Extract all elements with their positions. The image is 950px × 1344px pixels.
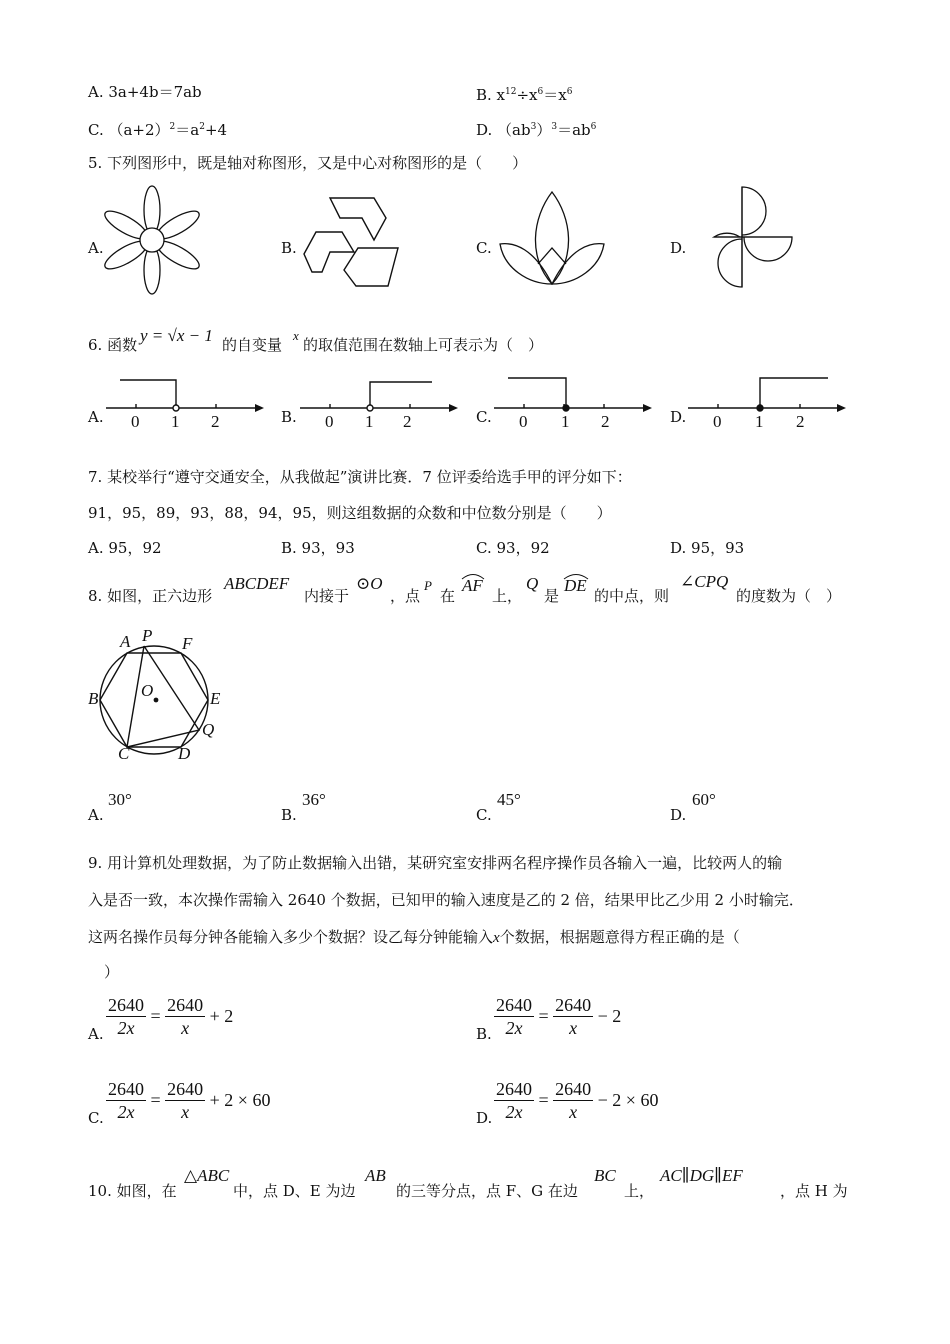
q4-option-a: A. 3a+4b＝7ab	[88, 83, 202, 101]
q6-d-tick-0: 0	[713, 412, 722, 431]
q6-stem-post: 的取值范围在数轴上可表示为（ ）	[303, 336, 544, 354]
q7-option-a: A. 95，92	[88, 539, 162, 557]
q6-numberline-a	[106, 370, 266, 432]
q9-option-c-equation: $\frac{2640}{2x}$ = $\frac{2640}{x}$ + 2 × 60	[108, 1079, 271, 1122]
q6-label-b: B.	[281, 408, 297, 426]
q5-label-a: A.	[88, 239, 104, 257]
q8-text-8: 的度数为（ ）	[736, 587, 842, 605]
q4-b-sup1: 12	[505, 87, 517, 97]
q8-label-d: D	[178, 744, 191, 763]
q6-a-tick-1: 1	[171, 412, 180, 431]
q8-option-d-label: D.	[670, 806, 687, 824]
q8-point-p: P	[424, 578, 432, 593]
q4-d-sup2: 3	[551, 122, 558, 132]
q9-c-frac-left	[106, 1078, 146, 1123]
q9-a-den-left: 2x	[117, 1018, 135, 1038]
q10-text-1: 10. 如图，在	[88, 1182, 177, 1200]
q9-line1: 9. 用计算机处理数据，为了防止数据输入出错，某研究室安排两名程序操作员各输入一遍，比较两人的输	[88, 854, 783, 872]
q9-b-frac-right	[553, 994, 593, 1039]
q5-label-d: D.	[670, 239, 687, 257]
q6-label-d: D.	[670, 408, 687, 426]
q5-figure-pinwheel	[712, 185, 796, 289]
q4-c-text: C. （a+2）	[88, 121, 170, 139]
q9-c-num-right: 2640	[167, 1079, 204, 1099]
q8-text-4: 在	[440, 587, 456, 605]
q9-d-tail: − 2 × 60	[597, 1090, 659, 1110]
q8-label-f: F	[182, 634, 193, 653]
q7-option-d: D. 95，93	[670, 539, 745, 557]
q9-b-frac-left	[494, 994, 534, 1039]
q8-option-d-value: 60°	[692, 790, 716, 809]
q7-option-c: C. 93，92	[476, 539, 550, 557]
q4-d-sup3: 6	[590, 122, 597, 132]
q8-arc-af-mark	[460, 572, 486, 580]
q8-option-c-value: 45°	[497, 790, 521, 809]
q8-text-6: 是	[544, 587, 560, 605]
q6-stem-pre: 6. 函数	[88, 336, 138, 354]
q10-bc: BC	[594, 1166, 616, 1185]
q10-text-2: 中，点 D、E 为边	[233, 1182, 356, 1200]
q9-d-frac-right	[553, 1078, 593, 1123]
q4-c-mid: ＝a	[175, 121, 200, 139]
q9-option-a-label: A.	[88, 1025, 104, 1043]
q9-line3-var: x	[493, 930, 500, 946]
q6-numberline-c	[494, 370, 654, 432]
q6-label-a: A.	[88, 408, 104, 426]
q8-arc-de-mark	[562, 572, 590, 580]
q8-arc-de: DE	[564, 576, 587, 595]
q4-c-sup2: 2	[199, 122, 205, 132]
q5-figure-flower	[104, 190, 200, 290]
q4-d-post: ＝ab	[557, 121, 591, 139]
q4-c-sup1: 2	[169, 122, 176, 132]
q9-b-tail: − 2	[597, 1006, 622, 1026]
q10-text-3: 的三等分点，点 F、G 在边	[396, 1182, 578, 1200]
q6-variable: x	[293, 328, 299, 343]
q9-c-den-right: x	[181, 1102, 190, 1122]
q8-point-q: Q	[526, 574, 539, 593]
q9-b-den-left: 2x	[505, 1018, 523, 1038]
q9-a-num-left: 2640	[108, 995, 144, 1015]
q7-line1: 7. 某校举行“遵守交通安全，从我做起”演讲比赛．7 位评委给选手甲的评分如下：	[88, 468, 632, 486]
q9-a-den-right: x	[181, 1018, 190, 1038]
q8-text-3: ，点	[390, 587, 421, 605]
q6-label-c: C.	[476, 408, 492, 426]
q8-option-b-value: 36°	[302, 790, 326, 809]
q9-a-frac-right	[165, 994, 205, 1039]
q10-parallel: AC∥DG∥EF	[660, 1166, 743, 1185]
q8-text-5: 上，	[492, 587, 523, 605]
q8-label-e: E	[210, 689, 221, 708]
q4-option-b	[476, 82, 572, 105]
q6-c-tick-1: 1	[561, 412, 570, 431]
q4-b-sup3: 6	[566, 87, 573, 97]
q9-option-d-equation: $\frac{2640}{2x}$ = $\frac{2640}{x}$ − 2 × 60	[496, 1079, 659, 1122]
q9-line3-post: 个数据，根据题意得方程正确的是（	[499, 928, 740, 946]
q8-figure-hexagon	[86, 626, 226, 768]
q10-triangle: △ABC	[184, 1166, 230, 1185]
q5-label-c: C.	[476, 239, 492, 257]
q4-b-sup2: 6	[537, 87, 544, 97]
q6-numberline-d	[688, 370, 848, 432]
q8-label-a: A	[120, 632, 131, 651]
q9-line3-pre: 这两名操作员每分钟各能输入多少个数据？设乙每分钟能输入	[88, 928, 494, 946]
q4-d-mid: ）	[536, 121, 552, 139]
q9-d-num-right: 2640	[555, 1079, 592, 1099]
q7-line2: 91，95，89，93，88，94，95，则这组数据的众数和中位数分别是（ ）	[88, 504, 612, 522]
q8-text-7: 的中点，则	[594, 587, 670, 605]
q5-figure-recycle	[300, 192, 404, 290]
q8-text-2: 内接于	[304, 587, 350, 605]
q8-text-1: 8. 如图，正六边形	[88, 587, 213, 605]
q9-option-b-label: B.	[476, 1025, 492, 1043]
q9-line4: ）	[104, 963, 120, 981]
q4-option-c	[88, 117, 227, 140]
q8-label-q: Q	[202, 720, 215, 739]
q9-c-frac-right	[165, 1078, 205, 1123]
q6-b-tick-0: 0	[325, 412, 334, 431]
q9-option-a-equation: $\frac{2640}{2x}$ = $\frac{2640}{x}$ + 2	[108, 995, 234, 1038]
q6-c-tick-2: 2	[601, 412, 610, 431]
q8-option-a-label: A.	[88, 806, 104, 824]
q4-b-post: ＝x	[543, 86, 567, 104]
q8-label-p: P	[142, 626, 153, 645]
q6-stem-mid: 的自变量	[222, 336, 283, 354]
q10-ab: AB	[365, 1166, 386, 1185]
q4-option-d	[476, 117, 596, 140]
q6-b-tick-2: 2	[403, 412, 412, 431]
q7-option-b: B. 93，93	[281, 539, 355, 557]
q9-d-num-left: 2640	[496, 1079, 532, 1099]
q6-c-tick-0: 0	[519, 412, 528, 431]
q9-c-tail: + 2 × 60	[209, 1090, 271, 1110]
q8-option-a-value: 30°	[108, 790, 132, 809]
q9-d-den-left: 2x	[505, 1102, 523, 1122]
q9-line2: 入是否一致，本次操作需输入 2640 个数据，已知甲的输入速度是乙的 2 倍，结果甲比乙少用 2 小时输完．	[88, 891, 804, 909]
q9-option-c-label: C.	[88, 1109, 104, 1127]
q9-a-num-right: 2640	[167, 995, 204, 1015]
q9-b-num-left: 2640	[496, 995, 532, 1015]
q8-option-b-label: B.	[281, 806, 297, 824]
q9-a-frac-left	[106, 994, 146, 1039]
q8-hexagon-name: ABCDEF	[224, 574, 290, 593]
q4-d-sup1: 3	[530, 122, 537, 132]
q9-c-num-left: 2640	[108, 1079, 144, 1099]
q8-label-o: O	[141, 681, 154, 700]
q6-b-tick-1: 1	[365, 412, 374, 431]
q6-a-tick-2: 2	[211, 412, 220, 431]
q8-arc-af: AF	[462, 576, 483, 595]
q5-figure-lotus	[494, 188, 610, 288]
q4-b-mid: ÷x	[516, 86, 538, 104]
q4-b-text: B. x	[476, 86, 506, 104]
q8-angle: ∠CPQ	[680, 572, 729, 591]
q8-label-c: C	[118, 744, 130, 763]
q10-text-5: ，点 H 为	[780, 1182, 848, 1200]
q9-b-den-right: x	[569, 1018, 578, 1038]
q6-a-tick-0: 0	[131, 412, 140, 431]
q6-d-tick-2: 2	[796, 412, 805, 431]
q9-c-den-left: 2x	[117, 1102, 135, 1122]
q9-option-b-equation: $\frac{2640}{2x}$ = $\frac{2640}{x}$ − 2	[496, 995, 622, 1038]
q5-label-b: B.	[281, 239, 297, 257]
q6-d-tick-1: 1	[755, 412, 764, 431]
q9-option-d-label: D.	[476, 1109, 493, 1127]
q9-d-frac-left	[494, 1078, 534, 1123]
q5-stem: 5. 下列图形中，既是轴对称图形，又是中心对称图形的是（ ）	[88, 154, 528, 172]
q9-d-den-right: x	[569, 1102, 578, 1122]
q9-b-num-right: 2640	[555, 995, 592, 1015]
q6-function: y = √x − 1	[140, 326, 213, 345]
q8-label-b: B	[88, 689, 99, 708]
q6-numberline-b	[300, 370, 460, 432]
q8-option-c-label: C.	[476, 806, 492, 824]
q8-circle-name: ⊙O	[356, 574, 383, 593]
q4-c-post: +4	[204, 121, 228, 139]
q9-a-tail: + 2	[209, 1006, 234, 1026]
q4-d-text: D. （ab	[476, 121, 531, 139]
q9-line3	[88, 927, 740, 948]
q10-text-4: 上，	[624, 1182, 655, 1200]
